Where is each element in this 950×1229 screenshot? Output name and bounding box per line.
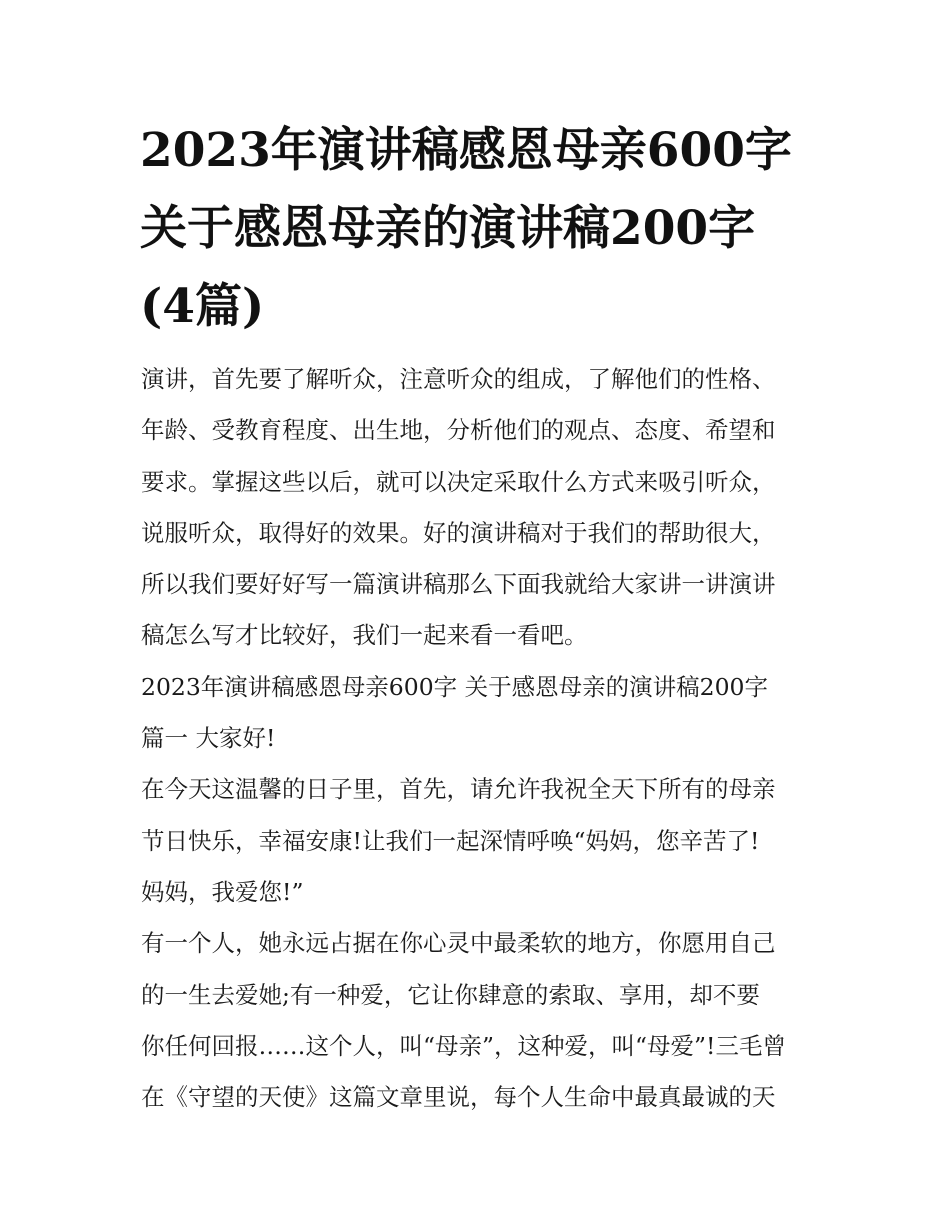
body-line: 年龄、受教育程度、出生地，分析他们的观点、态度、希望和 [141, 416, 776, 445]
greeting-line: 篇一 大家好! [141, 724, 276, 753]
body-line: 要求。掌握这些以后，就可以决定采取什么方式来吸引听众， [141, 467, 776, 496]
title-line: 2023年演讲稿感恩母亲600字 [140, 123, 792, 178]
document-title [140, 112, 820, 346]
document-body [141, 354, 821, 1123]
body-line: 稿怎么写才比较好，我们一起来看一看吧。 [141, 621, 588, 650]
section-heading-line: 2023年演讲稿感恩母亲600字 关于感恩母亲的演讲稿200字 [141, 672, 768, 701]
title-line: 关于感恩母亲的演讲稿200字 [140, 201, 756, 256]
body-line: 演讲，首先要了解听众，注意听众的组成，了解他们的性格、 [141, 365, 776, 393]
body-line: 所以我们要好好写一篇演讲稿那么下面我就给大家讲一讲演讲 [141, 570, 776, 599]
title-line: (4篇) [140, 279, 265, 334]
body-line: 节日快乐，幸福安康!让我们一起深情呼唤“妈妈，您辛苦了! [141, 826, 760, 855]
body-line: 有一个人，她永远占据在你心灵中最柔软的地方，你愿用自己 [141, 929, 776, 958]
body-line: 在今天这温馨的日子里，首先，请允许我祝全天下所有的母亲 [141, 775, 776, 804]
body-line: 说服听众，取得好的效果。好的演讲稿对于我们的帮助很大， [141, 518, 776, 547]
body-line: 你任何回报……这个人，叫“母亲”，这种爱，叫“母爱”!三毛曾 [141, 1031, 786, 1060]
body-line: 妈妈，我爱您!” [141, 877, 304, 906]
body-line: 的一生去爱她;有一种爱，它让你肆意的索取、享用，却不要 [141, 980, 760, 1009]
body-line: 在《守望的天使》这篇文章里说，每个人生命中最真最诚的天 [141, 1083, 776, 1112]
